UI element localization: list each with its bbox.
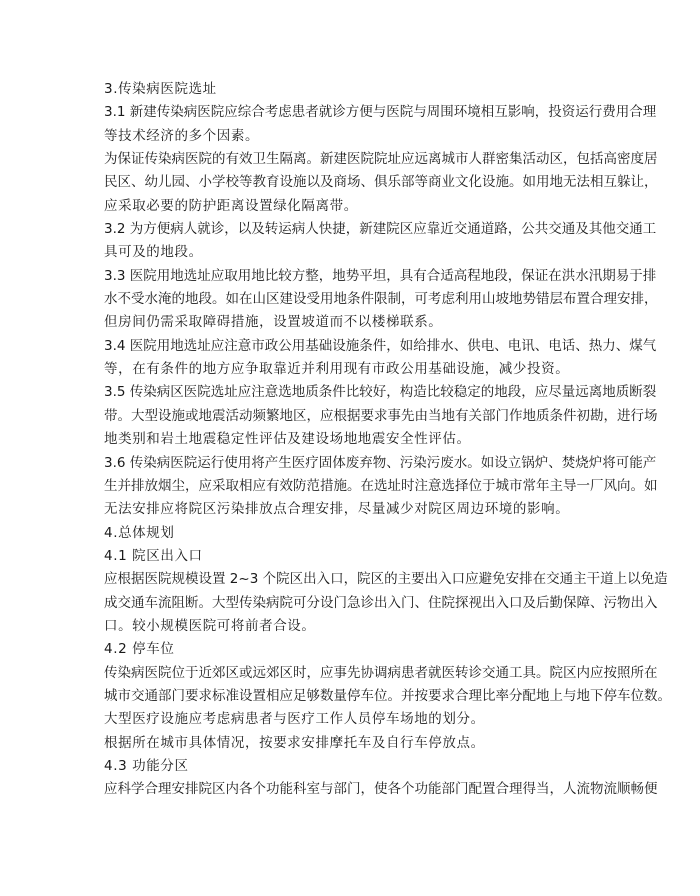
text-line: 应根据医院规模设置 2~3 个院区出入口，院区的主要出入口应避免安排在交通主干道上以免造 [104,571,668,588]
text-line: 带。大型设施或地震活动频繁地区，应根据要求事先由当地有关部门作地质条件初勘，进行场 [104,407,658,424]
text-line: 大型医疗设施应考虑病患者与医疗工作人员停车场地的划分。 [104,711,485,728]
text-line: 3.1 新建传染病医院应综合考虑患者就诊方便与医院与周围环境相互影响，投资运行费用合理 [104,104,657,121]
text-line: 民区、幼儿园、小学校等教育设施以及商场、俱乐部等商业文化设施。如用地无法相互躲让， [104,174,658,191]
text-line: 3.3 医院用地选址应取用地比较方整，地势平坦，具有合适高程地段，保证在洪水汛期易于排 [104,267,657,284]
text-line: 水不受水淹的地段。如在山区建设受用地条件限制，可考虑利用山坡地势错层布置合理安排， [104,291,658,308]
text-line: 应科学合理安排院区内各个功能科室与部门，使各个功能部门配置合理得当，人流物流顺畅便 [104,781,658,798]
text-line: 4.1 院区出入口 [104,547,203,564]
document-page [104,78,671,802]
text-line: 但房间仍需采取障碍措施，设置坡道而不以楼梯联系。 [104,314,443,331]
text-line: 等，在有条件的地方应争取靠近并利用现有市政公用基础设施，减少投资。 [104,361,570,378]
text-line: 等技术经济的多个因素。 [104,127,260,144]
text-line: 为保证传染病医院的有效卫生隔离。新建医院院址应远离城市人群密集活动区，包括高密度居 [104,151,658,168]
text-line: 4.总体规划 [104,524,175,541]
text-line: 具可及的地段。 [104,244,203,261]
text-line: 地类别和岩土地震稳定性评估及建设场地地震安全性评估。 [104,431,471,448]
text-line: 3.5 传染病区医院选址应注意选地质条件比较好，构造比较稳定的地段，应尽量远离地质断裂 [104,384,657,401]
text-line: 生并排放烟尘，应采取相应有效防范措施。在选址时注意选择位于城市常年主导一厂风向。如 [104,477,658,494]
text-line: 根据所在城市具体情况，按要求安排摩托车及自行车停放点。 [104,734,485,751]
text-line: 口。较小规模医院可将前者合设。 [104,617,316,634]
text-line: 城市交通部门要求标准设置相应足够数量停车位。并按要求合理比率分配地上与地下停车位数。 [104,687,671,704]
text-line: 3.6 传染病医院运行使用将产生医疗固体废弃物、污染污废水。如设立锅炉、焚烧炉将可能产 [104,454,657,471]
text-line: 4.3 功能分区 [104,757,189,774]
text-line: 3.传染病医院选址 [104,81,217,97]
text-line: 3.2 为方便病人就诊，以及转运病人快捷，新建院区应靠近交通道路，公共交通及其他交通工 [104,221,657,238]
text-line: 成交通车流阻断。大型传染病院可分设门急诊出入门、住院探视出入口及后勤保障、污物出入 [104,594,658,611]
text-line: 传染病医院位于近郊区或远郊区时，应事先协调病患者就医转诊交通工具。院区内应按照所在 [104,664,658,681]
text-line: 无法安排应将院区污染排放点合理安排，尽量减少对院区周边环境的影响。 [104,501,570,518]
text-line: 应采取必要的防护距离设置绿化隔离带。 [104,197,358,214]
text-line: 3.4 医院用地选址应注意市政公用基础设施条件，如给排水、供电、电讯、电话、热力、煤气 [104,337,657,354]
text-line: 4.2 停车位 [104,641,175,658]
